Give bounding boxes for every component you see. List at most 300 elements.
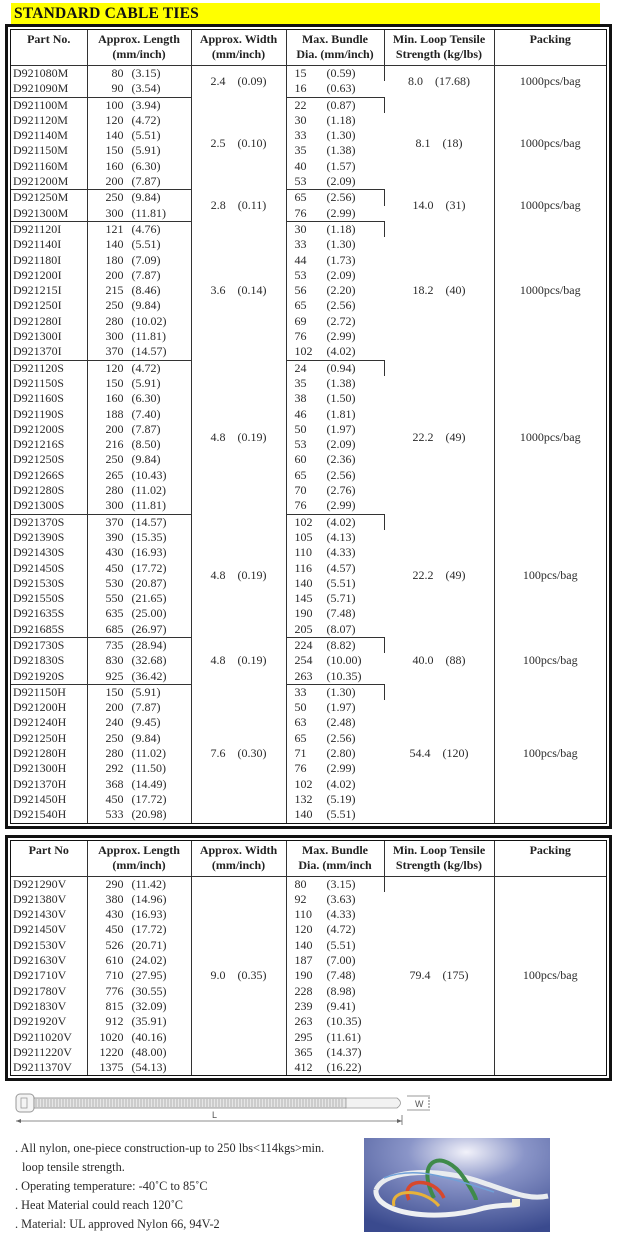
length-cell — [87, 97, 191, 113]
length-inch: (26.97) — [131, 621, 167, 636]
bundle-inch: (14.37) — [326, 1044, 362, 1059]
length-inch: (6.30) — [131, 158, 161, 173]
packing-cell: 100pcs/bag — [522, 568, 578, 583]
bundle-mm: 110 — [294, 545, 313, 560]
length-cell — [87, 407, 191, 422]
header-length: Approx. Length (mm/inch) — [87, 30, 191, 66]
width-mm: 4.8 — [210, 429, 226, 444]
width-mm: 7.6 — [210, 745, 226, 760]
bundle-cell — [286, 268, 384, 283]
bundle-cell — [286, 606, 384, 621]
bundle-mm: 35 — [294, 143, 307, 158]
length-cell — [87, 159, 191, 174]
bundle-cell — [286, 1045, 384, 1060]
part-number: D921150S — [11, 376, 87, 391]
part-number: D921190S — [11, 407, 87, 422]
part-number: D921830S — [11, 653, 87, 668]
length-inch: (11.02) — [131, 483, 167, 498]
length-mm: 1220 — [99, 1044, 124, 1059]
feature-notes — [15, 1139, 355, 1234]
length-inch: (3.15) — [131, 66, 161, 80]
bundle-cell — [286, 792, 384, 807]
length-cell — [87, 190, 191, 206]
bundle-mm: 46 — [294, 406, 307, 421]
length-inch: (9.84) — [131, 190, 161, 205]
length-mm: 550 — [105, 591, 124, 606]
length-inch: (8.50) — [131, 437, 161, 452]
bundle-mm: 76 — [294, 498, 307, 513]
header-width: Approx. Width (mm/inch) — [191, 30, 286, 66]
part-number: D921370H — [11, 777, 87, 792]
tensile-kg: 8.1 — [415, 135, 431, 150]
length-mm: 150 — [105, 143, 124, 158]
bundle-mm: 187 — [294, 953, 313, 968]
length-mm: 390 — [105, 529, 124, 544]
bundle-cell — [286, 968, 384, 983]
bundle-inch: (3.15) — [326, 876, 356, 891]
tie-head — [16, 1094, 34, 1112]
length-inch: (7.87) — [131, 700, 161, 715]
cable-ties-photo — [364, 1138, 550, 1232]
length-cell — [87, 391, 191, 406]
bundle-inch: (10.00) — [326, 653, 362, 668]
bundle-inch: (2.09) — [326, 267, 356, 282]
part-number: D921380V — [11, 892, 87, 907]
part-number: D921250I — [11, 298, 87, 313]
length-cell — [87, 66, 191, 82]
part-number: D921140I — [11, 237, 87, 252]
length-cell — [87, 221, 191, 237]
bundle-inch: (11.61) — [326, 1029, 362, 1044]
part-number: D921280S — [11, 483, 87, 498]
length-inch: (16.93) — [131, 545, 167, 560]
length-inch: (20.71) — [131, 937, 167, 952]
bundle-cell — [286, 407, 384, 422]
bundle-mm: 33 — [294, 684, 307, 699]
bundle-mm: 205 — [294, 621, 313, 636]
part-number: D921200S — [11, 422, 87, 437]
header-width: Approx. Width (mm/inch) — [191, 841, 286, 877]
width-inch: (0.09) — [237, 74, 267, 89]
bundle-cell — [286, 468, 384, 483]
length-cell — [87, 206, 191, 222]
bundle-cell — [286, 298, 384, 313]
bundle-cell — [286, 437, 384, 452]
bundle-mm: 56 — [294, 283, 307, 298]
length-inch: (14.57) — [131, 344, 167, 359]
bundle-inch: (2.56) — [326, 298, 356, 313]
bundle-mm: 30 — [294, 221, 307, 236]
table-row — [11, 684, 606, 700]
length-inch: (36.42) — [131, 668, 167, 683]
length-mm: 430 — [105, 545, 124, 560]
bundle-mm: 22 — [294, 97, 307, 112]
header-row — [11, 841, 606, 877]
packing-cell: 1000pcs/bag — [519, 74, 581, 89]
bundle-inch: (8.82) — [326, 637, 356, 652]
bundle-cell — [286, 422, 384, 437]
bundle-mm: 80 — [294, 876, 307, 891]
part-number: D921200H — [11, 700, 87, 715]
length-inch: (6.30) — [131, 391, 161, 406]
length-mm: 180 — [105, 252, 124, 267]
bundle-inch: (4.13) — [326, 529, 356, 544]
length-inch: (54.13) — [131, 1060, 167, 1075]
packing-cell: 1000pcs/bag — [519, 135, 581, 150]
length-inch: (20.98) — [131, 807, 167, 822]
bundle-cell — [286, 376, 384, 391]
length-cell — [87, 622, 191, 638]
length-mm: 188 — [105, 406, 124, 421]
header-part-no: Part No. — [11, 30, 87, 66]
part-number: D921300I — [11, 329, 87, 344]
bundle-cell — [286, 876, 384, 892]
bundle-cell — [286, 159, 384, 174]
part-number: D921370I — [11, 344, 87, 360]
bundle-inch: (5.51) — [326, 575, 356, 590]
bundle-mm: 263 — [294, 668, 313, 683]
tensile-kg: 8.0 — [408, 74, 423, 89]
part-number: D921300M — [11, 206, 87, 222]
length-mm: 450 — [105, 791, 124, 806]
part-number: D921150H — [11, 684, 87, 700]
bundle-mm: 239 — [294, 998, 313, 1013]
length-mm: 925 — [105, 668, 124, 683]
width-mm: 2.4 — [210, 74, 226, 89]
table-body — [11, 876, 606, 1075]
bundle-mm: 71 — [294, 746, 307, 761]
part-number: D921160M — [11, 159, 87, 174]
bundle-mm: 53 — [294, 437, 307, 452]
tensile-cell — [384, 684, 494, 822]
bundle-cell — [286, 128, 384, 143]
bundle-cell — [286, 938, 384, 953]
length-inch: (30.55) — [131, 983, 167, 998]
length-inch: (5.91) — [131, 684, 161, 699]
bundle-mm: 140 — [294, 807, 313, 822]
note-line: . Heat Material could reach 120˚C — [15, 1198, 183, 1213]
length-inch: (17.72) — [131, 791, 167, 806]
length-mm: 280 — [105, 483, 124, 498]
length-cell — [87, 999, 191, 1014]
spec-table — [11, 841, 606, 1076]
length-cell — [87, 746, 191, 761]
width-inch: (0.19) — [237, 429, 267, 444]
length-mm: 912 — [105, 1014, 124, 1029]
length-cell — [87, 452, 191, 467]
length-inch: (11.02) — [131, 746, 167, 761]
bundle-inch: (2.99) — [326, 205, 356, 220]
bundle-cell — [286, 1030, 384, 1045]
part-number: D9211220V — [11, 1045, 87, 1060]
bundle-cell — [286, 761, 384, 776]
length-inch: (14.96) — [131, 891, 167, 906]
bundle-cell — [286, 622, 384, 638]
bundle-cell — [286, 1060, 384, 1075]
length-mm: 300 — [105, 205, 124, 220]
length-mm: 526 — [105, 937, 124, 952]
cable-tie-diagram — [12, 1089, 512, 1129]
length-mm: 160 — [105, 158, 124, 173]
tensile-cell — [384, 66, 494, 98]
bundle-mm: 40 — [294, 158, 307, 173]
length-inch: (5.91) — [131, 375, 161, 390]
part-number: D921280I — [11, 314, 87, 329]
length-inch: (7.09) — [131, 252, 161, 267]
bundle-cell — [286, 984, 384, 999]
bottom-row — [0, 1139, 630, 1234]
bundle-cell — [286, 591, 384, 606]
length-inch: (9.84) — [131, 730, 161, 745]
length-inch: (21.65) — [131, 591, 167, 606]
length-cell — [87, 807, 191, 822]
part-number: D921685S — [11, 622, 87, 638]
length-mm: 280 — [105, 746, 124, 761]
length-inch: (15.35) — [131, 529, 167, 544]
bundle-inch: (8.07) — [326, 621, 356, 636]
bundle-mm: 65 — [294, 730, 307, 745]
width-mm: 4.8 — [210, 653, 226, 668]
bundle-cell — [286, 360, 384, 376]
length-mm: 140 — [105, 237, 124, 252]
part-number: D921630V — [11, 953, 87, 968]
bundle-mm: 65 — [294, 298, 307, 313]
bundle-inch: (2.20) — [326, 283, 356, 298]
bundle-cell — [286, 143, 384, 158]
width-cell — [191, 221, 286, 360]
length-cell — [87, 174, 191, 190]
bundle-inch: (2.56) — [326, 730, 356, 745]
length-inch: (10.43) — [131, 467, 167, 482]
tensile-lbs: (88) — [445, 653, 466, 668]
length-mm: 300 — [105, 498, 124, 513]
part-number: D921830V — [11, 999, 87, 1014]
bundle-cell — [286, 221, 384, 237]
bundle-cell — [286, 452, 384, 467]
bundle-inch: (10.35) — [326, 1014, 362, 1029]
length-cell — [87, 298, 191, 313]
bundle-inch: (1.97) — [326, 421, 356, 436]
part-number: D921300H — [11, 761, 87, 776]
length-mm: 250 — [105, 298, 124, 313]
bundle-mm: 263 — [294, 1014, 313, 1029]
length-cell — [87, 468, 191, 483]
length-mm: 830 — [105, 653, 124, 668]
bundle-inch: (2.09) — [326, 174, 356, 189]
width-inch: (0.19) — [237, 653, 267, 668]
part-number: D921430S — [11, 545, 87, 560]
length-cell — [87, 360, 191, 376]
part-number: D921120M — [11, 113, 87, 128]
bundle-cell — [286, 81, 384, 97]
tensile-lbs: (175) — [442, 968, 469, 983]
bundle-cell — [286, 97, 384, 113]
length-inch: (3.54) — [131, 81, 161, 96]
bundle-mm: 102 — [294, 776, 313, 791]
tensile-lbs: (17.68) — [435, 74, 470, 89]
bundle-mm: 76 — [294, 205, 307, 220]
length-arrow-right — [397, 1119, 402, 1123]
tensile-cell — [384, 360, 494, 514]
length-mm: 120 — [105, 112, 124, 127]
bundle-cell — [286, 391, 384, 406]
length-label: L — [212, 1110, 218, 1121]
width-mm: 4.8 — [210, 568, 226, 583]
tensile-kg: 22.2 — [412, 429, 434, 444]
bundle-cell — [286, 561, 384, 576]
length-cell — [87, 268, 191, 283]
bundle-inch: (0.87) — [326, 97, 356, 112]
length-inch: (32.68) — [131, 653, 167, 668]
tensile-cell — [384, 514, 494, 637]
length-cell — [87, 637, 191, 653]
part-number: D921150M — [11, 143, 87, 158]
part-number: D921450H — [11, 792, 87, 807]
cable-ties-table-1 — [5, 24, 612, 829]
tensile-cell — [384, 876, 494, 1075]
length-mm: 368 — [105, 776, 124, 791]
length-mm: 160 — [105, 391, 124, 406]
width-inch: (0.30) — [237, 745, 267, 760]
width-cell — [191, 637, 286, 684]
bundle-inch: (1.57) — [326, 158, 356, 173]
length-cell — [87, 422, 191, 437]
bundle-inch: (4.02) — [326, 776, 356, 791]
bundle-inch: (1.30) — [326, 684, 356, 699]
length-mm: 80 — [111, 66, 124, 80]
part-number: D921290V — [11, 876, 87, 892]
bundle-cell — [286, 344, 384, 360]
tensile-cell — [384, 190, 494, 222]
tensile-lbs: (49) — [445, 568, 466, 583]
bundle-mm: 76 — [294, 329, 307, 344]
bundle-cell — [286, 653, 384, 668]
bundle-inch: (2.99) — [326, 329, 356, 344]
table-row — [11, 637, 606, 653]
bundle-inch: (5.51) — [326, 937, 356, 952]
packing-cell: 100pcs/bag — [522, 653, 578, 668]
length-mm: 370 — [105, 514, 124, 529]
bundle-inch: (7.48) — [326, 968, 356, 983]
bundle-cell — [286, 253, 384, 268]
header-bundle: Max. Bundle Dia. (mm/inch) — [286, 30, 384, 66]
length-cell — [87, 329, 191, 344]
bundle-inch: (9.41) — [326, 998, 356, 1013]
bundle-inch: (2.80) — [326, 746, 356, 761]
bundle-mm: 365 — [294, 1044, 313, 1059]
bundle-inch: (2.99) — [326, 761, 356, 776]
bundle-inch: (1.30) — [326, 237, 356, 252]
length-mm: 150 — [105, 684, 124, 699]
bundle-mm: 33 — [294, 128, 307, 143]
length-inch: (4.72) — [131, 112, 161, 127]
part-number: D921250S — [11, 452, 87, 467]
length-cell — [87, 792, 191, 807]
length-cell — [87, 922, 191, 937]
width-mm: 3.6 — [210, 283, 226, 298]
length-inch: (11.81) — [131, 329, 167, 344]
bundle-cell — [286, 576, 384, 591]
bundle-mm: 102 — [294, 344, 313, 359]
length-inch: (17.72) — [131, 922, 167, 937]
bundle-mm: 70 — [294, 483, 307, 498]
packing-cell: 1000pcs/bag — [519, 198, 581, 213]
bundle-inch: (4.57) — [326, 560, 356, 575]
bundle-mm: 295 — [294, 1029, 313, 1044]
length-mm: 250 — [105, 452, 124, 467]
length-inch: (9.45) — [131, 715, 161, 730]
length-inch: (11.81) — [131, 205, 167, 220]
length-mm: 120 — [105, 360, 124, 375]
cable-ties-table-2 — [5, 835, 612, 1082]
width-cell — [191, 514, 286, 637]
length-mm: 250 — [105, 190, 124, 205]
length-mm: 1020 — [99, 1029, 124, 1044]
bundle-mm: 190 — [294, 606, 313, 621]
bundle-mm: 254 — [294, 653, 313, 668]
tensile-lbs: (31) — [445, 198, 466, 213]
tie-tail — [346, 1098, 401, 1108]
bundle-inch: (10.35) — [326, 668, 362, 683]
packing-cell: 1000pcs/bag — [519, 283, 581, 298]
bundle-mm: 35 — [294, 375, 307, 390]
bundle-mm: 76 — [294, 761, 307, 776]
length-inch: (14.57) — [131, 514, 167, 529]
photo-background — [364, 1138, 550, 1232]
bundle-inch: (0.59) — [326, 66, 356, 80]
bundle-inch: (2.36) — [326, 452, 356, 467]
part-number: D921530V — [11, 938, 87, 953]
part-number: D921710V — [11, 968, 87, 983]
length-mm: 735 — [105, 637, 124, 652]
length-mm: 200 — [105, 174, 124, 189]
length-cell — [87, 777, 191, 792]
packing-cell: 100pcs/bag — [522, 745, 578, 760]
length-cell — [87, 376, 191, 391]
bundle-inch: (2.76) — [326, 483, 356, 498]
bundle-cell — [286, 66, 384, 82]
length-mm: 430 — [105, 907, 124, 922]
bundle-mm: 24 — [294, 360, 307, 375]
length-inch: (24.02) — [131, 953, 167, 968]
tensile-cell — [384, 637, 494, 684]
width-inch: (0.11) — [237, 198, 267, 213]
length-mm: 240 — [105, 715, 124, 730]
bundle-inch: (8.98) — [326, 983, 356, 998]
bundle-mm: 69 — [294, 313, 307, 328]
tensile-lbs: (49) — [445, 429, 466, 444]
length-inch: (35.91) — [131, 1014, 167, 1029]
length-inch: (10.02) — [131, 313, 167, 328]
length-inch: (16.93) — [131, 907, 167, 922]
part-number: D921240H — [11, 715, 87, 730]
length-mm: 215 — [105, 283, 124, 298]
bundle-cell — [286, 237, 384, 252]
length-mm: 710 — [105, 968, 124, 983]
length-mm: 250 — [105, 730, 124, 745]
part-number: D921730S — [11, 637, 87, 653]
bundle-cell — [286, 283, 384, 298]
bundle-cell — [286, 545, 384, 560]
bundle-mm: 92 — [294, 891, 307, 906]
length-inch: (20.87) — [131, 575, 167, 590]
length-cell — [87, 1014, 191, 1029]
part-number: D9211020V — [11, 1030, 87, 1045]
header-packing: Packing — [494, 841, 606, 877]
part-number: D921215I — [11, 283, 87, 298]
header-tensile: Min. Loop Tensile Strength (kg/lbs) — [384, 30, 494, 66]
bundle-cell — [286, 206, 384, 222]
